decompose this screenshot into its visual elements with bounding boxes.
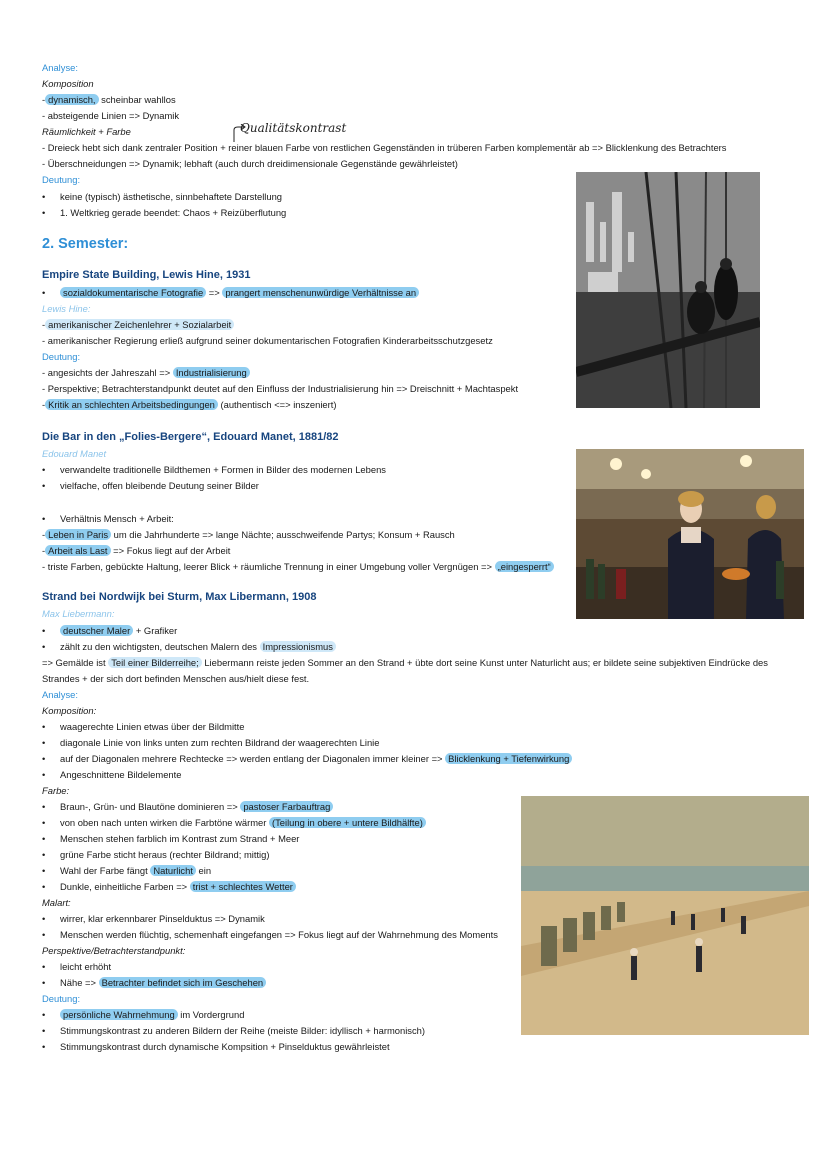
strand-painting	[521, 796, 809, 1035]
komposition-label: Komposition:	[42, 705, 97, 716]
text-line: - amerikanischer Zeichenlehrer + Sozialarbeit	[42, 318, 234, 331]
komposition-label: Komposition	[42, 78, 94, 89]
farbe-label: Farbe:	[42, 785, 70, 796]
text-line: Strandes + der sich dort befinden Menschen aus/hielt diese fest.	[42, 673, 310, 684]
text-line: - Überschneidungen => Dynamik; lebhaft (auch durch dreidimensionale Gegenstände gewährleistet)	[42, 158, 458, 169]
bullet-item: • verwandelte traditionelle Bildthemen + Formen in Bilder des modernen Lebens	[42, 464, 386, 475]
deutung-heading: Deutung:	[42, 993, 81, 1004]
semester-heading: 2. Semester:	[42, 236, 129, 252]
author-label: Edouard Manet	[42, 448, 107, 459]
bullet-item: • waagerechte Linien etwas über der Bildmitte	[42, 721, 245, 732]
bullet-item: • Menschen werden flüchtig, schemenhaft eingefangen => Fokus liegt auf der Wahrnehmung des Moments	[42, 929, 498, 940]
bullet-item: • Braun-, Grün- und Blautöne dominieren => pastoser Farbauftrag	[42, 800, 333, 813]
bullet-item: • Stimmungskontrast zu anderen Bildern der Reihe (meiste Bilder: idyllisch + harmonisch)	[42, 1025, 426, 1036]
bar-title: Die Bar in den „Folies-Bergere“, Edouard Manet, 1881/82	[42, 431, 339, 443]
bullet-item: • leicht erhöht	[42, 961, 112, 972]
bullet-item: • zählt zu den wichtigsten, deutschen Malern des Impressionismus	[42, 640, 336, 653]
bullet-item: • persönliche Wahrnehmung im Vordergrund	[42, 1009, 245, 1020]
text-line: - Perspektive; Betrachterstandpunkt deutet auf den Einfluss der Industrialisierung hin => Dreischnitt + Machtaspekt	[42, 383, 519, 394]
esb-title: Empire State Building, Lewis Hine, 1931	[42, 269, 251, 281]
handwritten-annotation: Qualitätskontrast	[240, 121, 347, 135]
author-label: Lewis Hine:	[42, 303, 91, 314]
text-line: - triste Farben, gebückte Haltung, leerer Blick + räumliche Trennung in einer Umgebung voller Vergnügen => „eingesperrt“	[42, 560, 554, 573]
bullet-item: • Verhältnis Mensch + Arbeit:	[42, 513, 174, 524]
text-line: - Kritik an schlechten Arbeitsbedingungen (authentisch <=> inszeniert)	[42, 399, 337, 410]
text-line: - Arbeit als Last => Fokus liegt auf der Arbeit	[42, 545, 231, 556]
bullet-item: • Stimmungskontrast durch dynamische Kompsition + Pinselduktus gewährleistet	[42, 1041, 390, 1052]
bullet-item: • diagonale Linie von links unten zum rechten Bildrand der waagerechten Linie	[42, 737, 380, 748]
bullet-item: • Angeschnittene Bildelemente	[42, 769, 182, 780]
strand-title: Strand bei Nordwijk bei Sturm, Max Libermann, 1908	[42, 591, 317, 603]
raeumlichkeit-label: Räumlichkeit + Farbe	[42, 126, 131, 137]
bullet-item: • grüne Farbe sticht heraus (rechter Bildrand; mittig)	[42, 849, 270, 860]
bullet-item: • Nähe => Betrachter befindet sich im Geschehen	[42, 976, 266, 989]
text-line: - Dreieck hebt sich dank zentraler Position + reiner blauen Farbe von restlichen Gegenständen in trüberen Farben komplementär ab => Blicklenkung des Betrachters	[42, 142, 727, 153]
author-label: Max Liebermann:	[42, 608, 115, 619]
bullet-item: • Wahl der Farbe fängt Naturlicht ein	[42, 865, 212, 876]
bar-folies-bergere-image	[576, 449, 804, 619]
perspektive-label: Perspektive/Betrachterstandpunkt:	[42, 945, 186, 956]
text-line: - angesichts der Jahreszahl => Industrialisierung	[42, 366, 250, 379]
bullet-item: • 1. Weltkrieg gerade beendet: Chaos + Reizüberflutung	[42, 207, 287, 218]
beach-nordwijk-image	[521, 796, 809, 1035]
text-line: - dynamisch, scheinbar wahllos	[42, 94, 176, 105]
construction-workers-image	[576, 172, 760, 408]
text-line: => Gemälde ist Teil einer Bilderreihe; Liebermann reiste jeden Sommer an den Strand + übte dort seine Kunst unter Naturlicht aus; er bildete seine subjektiven Eindrücke des	[42, 657, 768, 668]
bullet-item: • wirrer, klar erkennbarer Pinselduktus => Dynamik	[42, 913, 265, 924]
bullet-item: • von oben nach unten wirken die Farbtöne wärmer (Teilung in obere + untere Bildhälfte)	[42, 816, 426, 829]
text-line: - absteigende Linien => Dynamik	[42, 110, 180, 121]
empire-state-photo	[576, 172, 760, 408]
deutung-heading: Deutung:	[42, 174, 81, 185]
malart-label: Malart:	[42, 897, 71, 908]
analyse-heading: Analyse:	[42, 62, 78, 73]
bullet-item: • deutscher Maler + Grafiker	[42, 625, 178, 636]
bullet-item: • Dunkle, einheitliche Farben => trist + schlechtes Wetter	[42, 880, 296, 893]
bullet-item: • auf der Diagonalen mehrere Rechtecke => werden entlang der Diagonalen immer kleiner => Blicklenkung + Tiefenwirkung	[42, 752, 572, 765]
analyse-heading: Analyse:	[42, 689, 78, 700]
bullet-item: • keine (typisch) ästhetische, sinnbehaftete Darstellung	[42, 191, 282, 202]
text-line: - Leben in Paris um die Jahrhunderte => lange Nächte; ausschweifende Partys; Konsum + Rausch	[42, 529, 455, 540]
highlight: dynamisch,	[45, 94, 98, 105]
text-line: - amerikanischer Regierung erließ aufgrund seiner dokumentarischen Fotografien Kinderarbeitsschutzgesetz	[42, 335, 493, 346]
bullet-item: • Menschen stehen farblich im Kontrast zum Strand + Meer	[42, 833, 300, 844]
bar-painting	[576, 449, 804, 619]
bullet-item: • sozialdokumentarische Fotografie => prangert menschenunwürdige Verhältnisse an	[42, 286, 419, 299]
bullet-item: • vielfache, offen bleibende Deutung seiner Bilder	[42, 480, 259, 491]
deutung-heading: Deutung:	[42, 351, 81, 362]
